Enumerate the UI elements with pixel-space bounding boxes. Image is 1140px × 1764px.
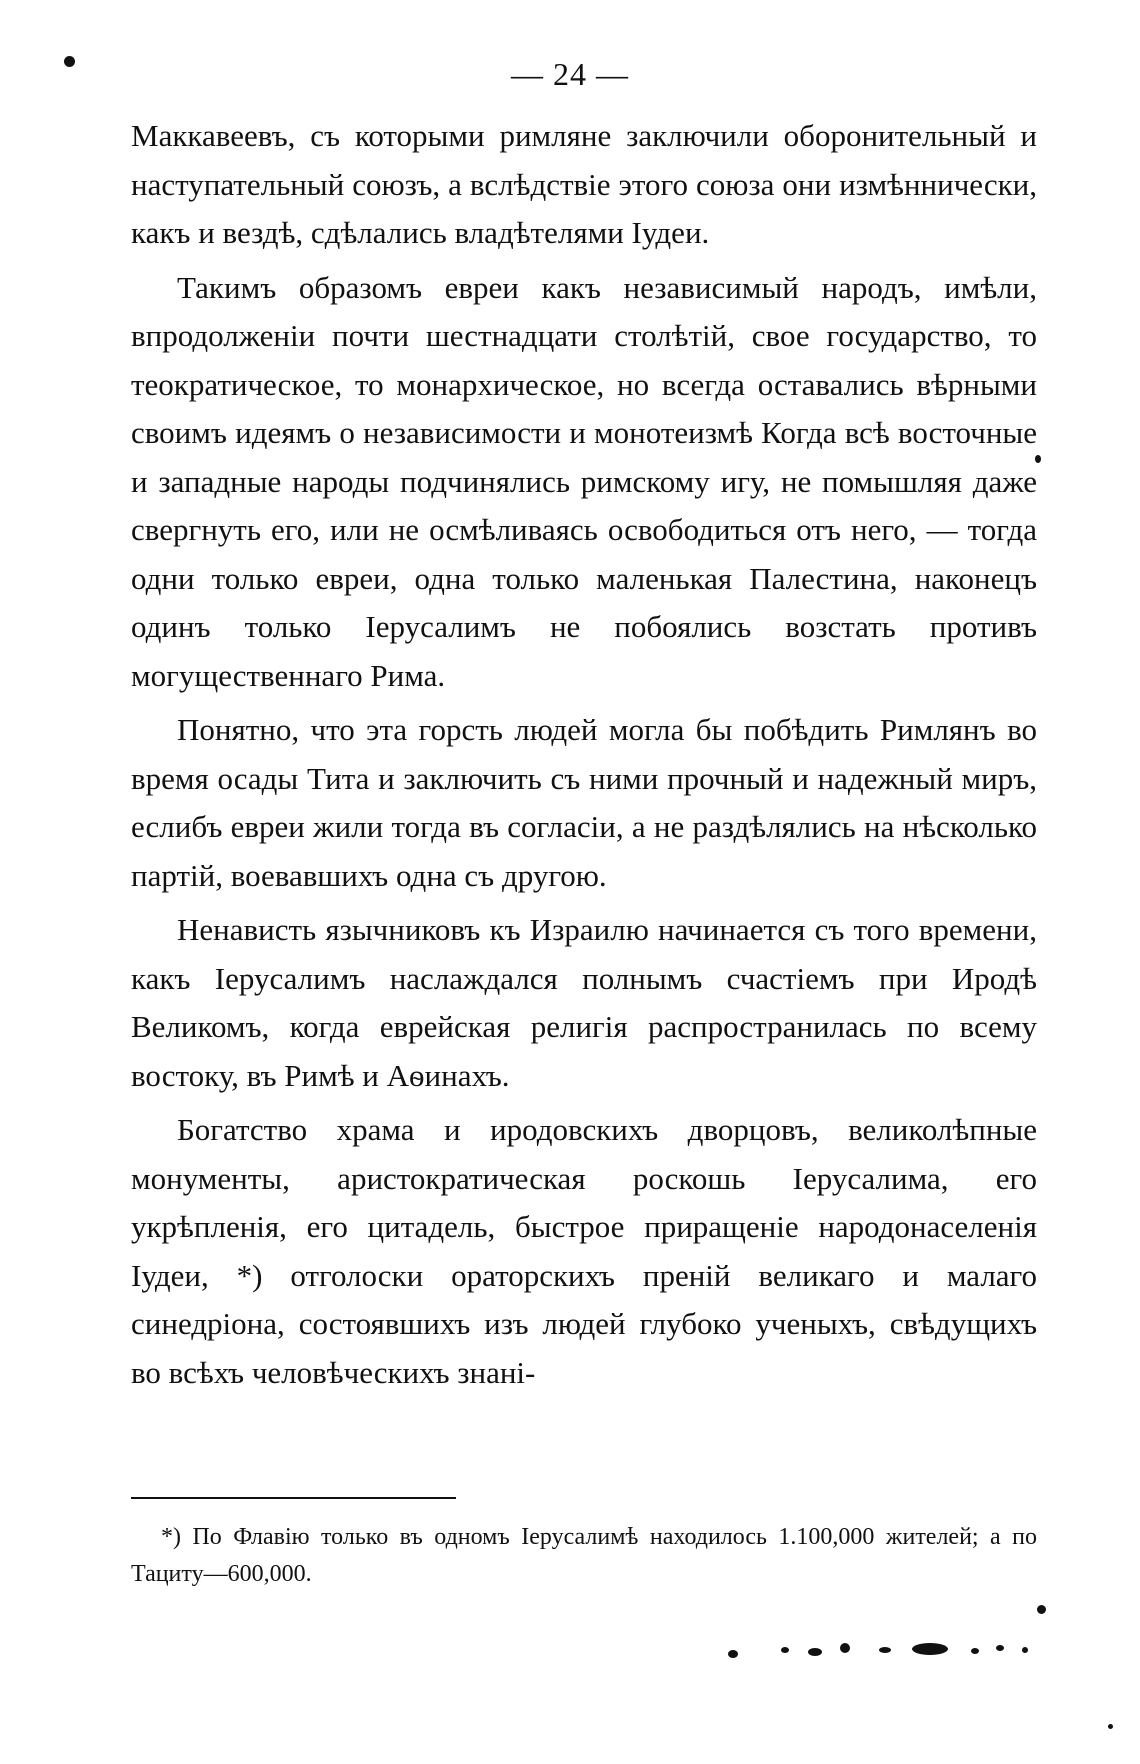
ink-speck (1108, 1724, 1113, 1729)
ink-speck (1037, 1605, 1046, 1614)
ink-speck (64, 56, 75, 67)
body-text (131, 112, 1037, 1403)
page-number: — 24 — (511, 56, 629, 92)
paragraph: Маккавеевъ, съ которыми римляне заключили оборонительный и наступательный союзъ, а вслѣдствіе этого союза они измѣннически, какъ и вездѣ, сдѣлались владѣтелями Іудеи. (131, 118, 1037, 250)
paragraph: Такимъ образомъ евреи какъ независимый народъ, имѣли, впродолженіи почти шестнадцати столѣтій, свое государство, то теократическое, то монархическое, но всегда оставались вѣрными своимъ идеямъ о независимости и монотеизмѣ Когда всѣ восточные и западные народы подчинялись римскому игу, не помышляя даже свергнуть его, или не осмѣливаясь освободиться отъ него, — тогда одни только евреи, одна только маленькая Палестина, наконецъ одинъ только Іерусалимъ не побоялись возстать противъ могущественнаго Рима. (131, 269, 1037, 693)
ink-smudge (725, 1634, 1065, 1674)
paragraph: Богатство храма и иродовскихъ дворцовъ, великолѣпные монументы, аристократическая роскошь Іерусалима, его укрѣпленія, его цитадель, быстрое приращеніе народонаселенія Іудеи, *) отголоски ораторскихъ преній великаго и малаго синедріона, состоявшихъ изъ людей глубоко ученыхъ, свѣдущихъ во всѣхъ человѣческихъ знані- (131, 1112, 1037, 1390)
ink-speck (1035, 455, 1041, 463)
footnote: *) По Флавію только въ одномъ Іерусалимѣ находилось 1.100,000 жителей; а по Тациту—600,000. (131, 1524, 1037, 1587)
footnote-rule (131, 1497, 456, 1499)
paragraph: Понятно, что эта горсть людей могла бы побѣдить Римлянъ во время осады Тита и заключить съ ними прочный и надежный миръ, еслибъ евреи жили тогда въ согласіи, а не раздѣлялись на нѣсколько партій, воевавшихъ одна съ другою. (131, 712, 1037, 893)
paragraph: Ненависть язычниковъ къ Израилю начинается съ того времени, какъ Іерусалимъ наслаждался полнымъ счастіемъ при Иродѣ Великомъ, когда еврейская религія распространилась по всему востоку, въ Римѣ и Аѳинахъ. (131, 912, 1037, 1093)
